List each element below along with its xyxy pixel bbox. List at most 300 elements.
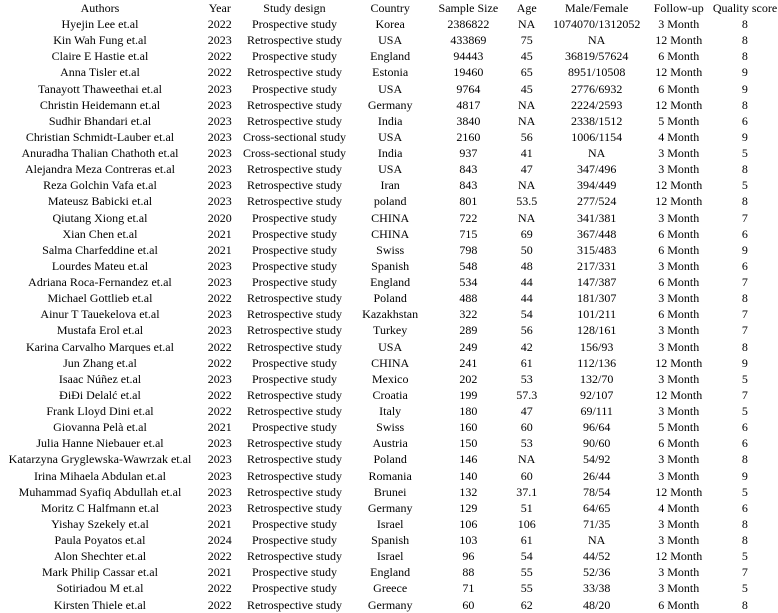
table-cell: 55 bbox=[520, 581, 533, 596]
table-cell: Claire E Hastie et.al bbox=[51, 49, 149, 64]
table-cell: Retrospective study bbox=[246, 162, 342, 177]
table-row bbox=[0, 306, 778, 322]
table-cell: Retrospective study bbox=[246, 404, 342, 419]
table-cell: 54 bbox=[520, 549, 533, 564]
column-header: Follow-up bbox=[653, 1, 704, 15]
table-cell: 180 bbox=[459, 404, 478, 419]
table-cell: 798 bbox=[459, 242, 478, 257]
table-row bbox=[0, 16, 778, 32]
table-cell: 2023 bbox=[207, 452, 232, 467]
table-cell: Spanish bbox=[371, 258, 410, 273]
table-cell: 2023 bbox=[207, 258, 232, 273]
table-cell: Giovanna Pelà et.al bbox=[53, 420, 147, 435]
table-cell: 54 bbox=[520, 307, 533, 322]
table-cell: Prospective study bbox=[251, 242, 337, 257]
table-cell: 3 Month bbox=[658, 291, 700, 306]
table-cell: 722 bbox=[459, 210, 478, 225]
table-cell: Lourdes Mateu et.al bbox=[51, 258, 149, 273]
table-cell: 5 bbox=[741, 371, 748, 386]
table-cell: 2023 bbox=[207, 97, 232, 112]
table-cell: Adriana Roca-Fernandez et.al bbox=[28, 275, 172, 290]
table-cell: 9 bbox=[741, 129, 748, 144]
table-cell: 56 bbox=[520, 323, 533, 338]
table-cell: Moritz C Halfmann et.al bbox=[40, 500, 159, 515]
table-cell: 2024 bbox=[207, 533, 232, 548]
table-cell: 62 bbox=[520, 597, 533, 612]
table-cell: Jun Zhang et.al bbox=[63, 355, 137, 370]
table-cell: 8 bbox=[741, 17, 748, 32]
table-cell: 53 bbox=[520, 436, 533, 451]
table-cell: Turkey bbox=[373, 323, 408, 338]
table-cell: 2023 bbox=[207, 129, 232, 144]
table-cell: 2160 bbox=[456, 129, 481, 144]
table-row bbox=[0, 500, 778, 516]
table-cell: 45 bbox=[520, 81, 533, 96]
table-cell: 106 bbox=[459, 516, 478, 531]
table-cell: 5 Month bbox=[658, 113, 700, 128]
table-cell: 12 Month bbox=[655, 65, 703, 80]
table-cell: 315/483 bbox=[577, 242, 617, 257]
table-cell: 8 bbox=[741, 162, 748, 177]
table-cell: 2022 bbox=[207, 597, 232, 612]
table-cell: CHINA bbox=[371, 226, 410, 241]
table-cell: Retrospective study bbox=[246, 452, 342, 467]
table-cell: Israel bbox=[376, 516, 404, 531]
table-cell: Sotiriadou M et.al bbox=[56, 581, 144, 596]
table-cell: Hyejin Lee et.al bbox=[61, 17, 139, 32]
table-cell: 2023 bbox=[207, 146, 232, 161]
table-cell: Retrospective study bbox=[246, 387, 342, 402]
table-cell: 6 Month bbox=[658, 275, 700, 290]
table-cell: Christin Heidemann et.al bbox=[39, 97, 161, 112]
table-row bbox=[0, 532, 778, 548]
table-row bbox=[0, 161, 778, 177]
table-row bbox=[0, 145, 778, 161]
table-cell: 2023 bbox=[207, 33, 232, 48]
table-cell: 6 Month bbox=[658, 226, 700, 241]
table-cell: 6 Month bbox=[658, 49, 700, 64]
table-cell: Yishay Szekely et.al bbox=[51, 516, 149, 531]
table-cell: 160 bbox=[459, 420, 478, 435]
table-cell: 3 Month bbox=[658, 452, 700, 467]
table-cell: Kazakhstan bbox=[362, 307, 419, 322]
table-cell: Iran bbox=[380, 178, 400, 193]
table-cell: Spanish bbox=[371, 533, 410, 548]
table-cell: Qiutang Xiong et.al bbox=[52, 210, 148, 225]
table-cell: 3 Month bbox=[658, 162, 700, 177]
table-cell: 289 bbox=[459, 323, 478, 338]
table-cell: ĐiĐi Delalć et.al bbox=[59, 387, 141, 402]
table-row bbox=[0, 210, 778, 226]
table-cell: Anna Tisler et.al bbox=[60, 65, 140, 80]
table-row bbox=[0, 242, 778, 258]
table-cell: 2338/1512 bbox=[571, 113, 623, 128]
table-cell: 8 bbox=[741, 533, 748, 548]
table-cell: Julia Hanne Niebauer et.al bbox=[36, 436, 164, 451]
table-cell: 6 Month bbox=[658, 81, 700, 96]
table-cell: Ainur T Tauekelova et.al bbox=[40, 307, 160, 322]
table-cell: Christian Schmidt-Lauber et.al bbox=[25, 129, 175, 144]
table-cell: USA bbox=[378, 162, 403, 177]
table-cell: Italy bbox=[379, 404, 402, 419]
table-cell: 715 bbox=[459, 226, 478, 241]
table-cell: 2021 bbox=[207, 242, 232, 257]
table-cell: 140 bbox=[459, 468, 478, 483]
table-cell: 2021 bbox=[207, 516, 232, 531]
table-cell: Israel bbox=[376, 549, 404, 564]
table-cell: CHINA bbox=[371, 355, 410, 370]
table-row bbox=[0, 113, 778, 129]
table-cell: Sudhir Bhandari et.al bbox=[48, 113, 152, 128]
table-cell: 78/54 bbox=[583, 484, 611, 499]
table-cell: 2022 bbox=[207, 581, 232, 596]
table-cell: 5 Month bbox=[658, 420, 700, 435]
table-cell: 6 bbox=[741, 436, 748, 451]
table-cell: 3 Month bbox=[658, 404, 700, 419]
table-row bbox=[0, 516, 778, 532]
table-cell: Alejandra Meza Contreras et.al bbox=[25, 162, 175, 177]
table-cell: 52/36 bbox=[583, 565, 611, 580]
table-cell: 7 bbox=[741, 210, 748, 225]
table-cell: 5 bbox=[741, 549, 748, 564]
table-row bbox=[0, 226, 778, 242]
table-cell: 42 bbox=[520, 339, 533, 354]
table-cell: Retrospective study bbox=[246, 468, 342, 483]
table-cell: Prospective study bbox=[251, 371, 337, 386]
table-cell: NA bbox=[588, 33, 606, 48]
table-cell: Prospective study bbox=[251, 420, 337, 435]
table-row bbox=[0, 322, 778, 338]
table-cell: 6 bbox=[741, 113, 748, 128]
table-cell: 2021 bbox=[207, 226, 232, 241]
table-cell: 2023 bbox=[207, 178, 232, 193]
table-cell: Karina Carvalho Marques et.al bbox=[26, 339, 174, 354]
table-cell: Prospective study bbox=[251, 355, 337, 370]
table-cell: NA bbox=[518, 178, 536, 193]
table-cell: 1074070/1312052 bbox=[553, 17, 641, 32]
table-cell: 488 bbox=[459, 291, 478, 306]
table-cell: 937 bbox=[459, 146, 478, 161]
table-cell: 9 bbox=[741, 242, 748, 257]
table-cell: 64/65 bbox=[583, 500, 611, 515]
table-cell: Mark Philip Cassar et.al bbox=[41, 565, 158, 580]
table-cell: 3 Month bbox=[658, 17, 700, 32]
table-cell: 6 bbox=[741, 258, 748, 273]
table-row bbox=[0, 258, 778, 274]
table-cell: 3 Month bbox=[658, 581, 700, 596]
table-cell: 55 bbox=[520, 565, 533, 580]
table-cell: Poland bbox=[373, 291, 407, 306]
table-cell: 128/161 bbox=[577, 323, 617, 338]
table-row bbox=[0, 129, 778, 145]
column-header: Country bbox=[370, 1, 410, 15]
table-cell: 54/92 bbox=[583, 452, 611, 467]
table-cell: 2023 bbox=[207, 275, 232, 290]
table-cell: 2023 bbox=[207, 468, 232, 483]
table-cell: Prospective study bbox=[251, 516, 337, 531]
table-cell: 217/331 bbox=[577, 258, 617, 273]
table-cell: 9 bbox=[741, 81, 748, 96]
table-cell: 53 bbox=[520, 371, 533, 386]
table-cell: 6 bbox=[741, 500, 748, 515]
table-cell: 241 bbox=[459, 355, 478, 370]
table-cell: 3 Month bbox=[658, 371, 700, 386]
table-row bbox=[0, 387, 778, 403]
table-cell: 8 bbox=[741, 452, 748, 467]
table-row bbox=[0, 290, 778, 306]
table-cell: Swiss bbox=[376, 420, 405, 435]
table-cell: 8 bbox=[741, 291, 748, 306]
table-cell: 843 bbox=[459, 178, 478, 193]
table-cell: 60 bbox=[520, 420, 533, 435]
table-cell: 3 Month bbox=[658, 146, 700, 161]
table-row bbox=[0, 177, 778, 193]
table-cell: 53.5 bbox=[516, 194, 538, 209]
table-cell: 2023 bbox=[207, 323, 232, 338]
table-row bbox=[0, 564, 778, 580]
table-cell: Prospective study bbox=[251, 49, 337, 64]
table-cell: 2023 bbox=[207, 307, 232, 322]
table-cell: India bbox=[377, 113, 403, 128]
table-cell: Mustafa Erol et.al bbox=[56, 323, 144, 338]
table-cell: 12 Month bbox=[655, 549, 703, 564]
column-header: Study design bbox=[263, 1, 326, 15]
table-cell: 2023 bbox=[207, 436, 232, 451]
table-cell: NA bbox=[518, 97, 536, 112]
table-cell: Retrospective study bbox=[246, 113, 342, 128]
table-cell: 8 bbox=[741, 597, 748, 612]
table-row bbox=[0, 403, 778, 419]
table-row bbox=[0, 48, 778, 64]
table-cell: 2022 bbox=[207, 355, 232, 370]
table-cell: 2022 bbox=[207, 339, 232, 354]
table-cell: 48 bbox=[520, 258, 533, 273]
table-cell: 8 bbox=[741, 194, 748, 209]
table-row bbox=[0, 484, 778, 500]
table-cell: 146 bbox=[459, 452, 478, 467]
table-cell: Alon Shechter et.al bbox=[53, 549, 147, 564]
table-cell: 2023 bbox=[207, 500, 232, 515]
column-header: Sample Size bbox=[438, 1, 499, 15]
table-cell: 347/496 bbox=[577, 162, 617, 177]
table-cell: 2023 bbox=[207, 113, 232, 128]
table-cell: 51 bbox=[520, 500, 533, 515]
table-cell: 50 bbox=[520, 242, 533, 257]
table-cell: 56 bbox=[520, 129, 533, 144]
column-header: Authors bbox=[80, 1, 120, 15]
table-cell: 9764 bbox=[456, 81, 481, 96]
table-cell: Prospective study bbox=[251, 17, 337, 32]
table-cell: 8 bbox=[741, 97, 748, 112]
table-cell: Mexico bbox=[371, 371, 409, 386]
table-cell: Retrospective study bbox=[246, 436, 342, 451]
table-cell: 249 bbox=[459, 339, 478, 354]
table-cell: 12 Month bbox=[655, 355, 703, 370]
table-cell: 48/20 bbox=[583, 597, 611, 612]
table-cell: 202 bbox=[459, 371, 478, 386]
table-cell: Prospective study bbox=[251, 210, 337, 225]
table-cell: 4817 bbox=[456, 97, 481, 112]
table-cell: 2224/2593 bbox=[571, 97, 623, 112]
table-cell: 394/449 bbox=[577, 178, 617, 193]
header-row bbox=[0, 0, 778, 16]
table-cell: 2023 bbox=[207, 81, 232, 96]
table-cell: England bbox=[370, 565, 411, 580]
table-cell: 9 bbox=[741, 468, 748, 483]
table-cell: 33/38 bbox=[583, 581, 611, 596]
table-cell: 60 bbox=[520, 468, 533, 483]
table-cell: 65 bbox=[520, 65, 533, 80]
table-cell: 2022 bbox=[207, 291, 232, 306]
table-cell: 6 bbox=[741, 420, 748, 435]
table-row bbox=[0, 81, 778, 97]
table-cell: India bbox=[377, 146, 403, 161]
table-cell: Xian Chen et.al bbox=[62, 226, 138, 241]
table-cell: Poland bbox=[373, 452, 407, 467]
table-cell: 367/448 bbox=[577, 226, 617, 241]
table-cell: Germany bbox=[367, 97, 413, 112]
table-cell: 6 Month bbox=[658, 436, 700, 451]
table-cell: 75 bbox=[520, 33, 533, 48]
table-cell: 277/524 bbox=[577, 194, 617, 209]
table-cell: 5 bbox=[741, 146, 748, 161]
table-cell: 47 bbox=[520, 162, 533, 177]
table-row bbox=[0, 64, 778, 80]
table-cell: 7 bbox=[741, 387, 748, 402]
table-cell: 36819/57624 bbox=[565, 49, 629, 64]
table-cell: Prospective study bbox=[251, 533, 337, 548]
table-cell: 45 bbox=[520, 49, 533, 64]
table-cell: England bbox=[370, 275, 411, 290]
table-cell: 96/64 bbox=[583, 420, 611, 435]
table-cell: 69/111 bbox=[580, 404, 613, 419]
table-cell: Germany bbox=[367, 597, 413, 612]
table-cell: 4 Month bbox=[658, 129, 700, 144]
table-cell: 12 Month bbox=[655, 33, 703, 48]
table-cell: Retrospective study bbox=[246, 307, 342, 322]
table-cell: 2776/6932 bbox=[571, 81, 623, 96]
table-cell: Retrospective study bbox=[246, 597, 342, 612]
table-cell: 103 bbox=[459, 533, 478, 548]
table-cell: Retrospective study bbox=[246, 97, 342, 112]
table-cell: 5 bbox=[741, 178, 748, 193]
table-cell: USA bbox=[378, 33, 403, 48]
table-row bbox=[0, 580, 778, 596]
table-cell: Prospective study bbox=[251, 565, 337, 580]
table-cell: Irina Mihaela Abdulan et.al bbox=[34, 468, 166, 483]
table-cell: Retrospective study bbox=[246, 291, 342, 306]
table-cell: 12 Month bbox=[655, 178, 703, 193]
table-row bbox=[0, 193, 778, 209]
table-cell: 44/52 bbox=[583, 549, 611, 564]
table-cell: Mateusz Babicki et.al bbox=[47, 194, 153, 209]
column-header: Male/Female bbox=[565, 1, 629, 15]
table-cell: NA bbox=[518, 113, 536, 128]
table-cell: 6 bbox=[741, 226, 748, 241]
table-cell: Tanayott Thaweethai et.al bbox=[38, 81, 162, 96]
table-row bbox=[0, 435, 778, 451]
table-cell: 9 bbox=[741, 65, 748, 80]
table-cell: 2023 bbox=[207, 162, 232, 177]
table-row bbox=[0, 468, 778, 484]
table-cell: 94443 bbox=[453, 49, 484, 64]
table-cell: 147/387 bbox=[577, 275, 617, 290]
table-cell: 61 bbox=[520, 355, 533, 370]
table-cell: 88 bbox=[462, 565, 475, 580]
table-row bbox=[0, 97, 778, 113]
table-cell: 60 bbox=[462, 597, 475, 612]
table-cell: 3 Month bbox=[658, 516, 700, 531]
table-cell: USA bbox=[378, 339, 403, 354]
table-cell: Muhammad Syafiq Abdullah et.al bbox=[18, 484, 182, 499]
table-cell: Prospective study bbox=[251, 275, 337, 290]
table-cell: Greece bbox=[373, 581, 408, 596]
table-cell: 7 bbox=[741, 323, 748, 338]
table-cell: 129 bbox=[459, 500, 478, 515]
table-cell: 71/35 bbox=[583, 516, 611, 531]
table-cell: 7 bbox=[741, 307, 748, 322]
table-cell: 801 bbox=[459, 194, 478, 209]
table-cell: 112/136 bbox=[577, 355, 617, 370]
table-cell: Prospective study bbox=[251, 258, 337, 273]
table-cell: CHINA bbox=[371, 210, 410, 225]
table-cell: Retrospective study bbox=[246, 549, 342, 564]
table-cell: 199 bbox=[459, 387, 478, 402]
table-cell: NA bbox=[518, 452, 536, 467]
table-cell: 843 bbox=[459, 162, 478, 177]
table-cell: Swiss bbox=[376, 242, 405, 257]
table-cell: Cross-sectional study bbox=[242, 146, 346, 161]
table-cell: 2386822 bbox=[447, 17, 490, 32]
table-cell: 4 Month bbox=[658, 500, 700, 515]
table-cell: 3 Month bbox=[658, 565, 700, 580]
table-cell: Retrospective study bbox=[246, 194, 342, 209]
table-cell: 3840 bbox=[456, 113, 481, 128]
table-body bbox=[0, 16, 778, 613]
column-header: Age bbox=[516, 1, 537, 15]
table-cell: 2021 bbox=[207, 420, 232, 435]
table-cell: 96 bbox=[462, 549, 475, 564]
table-cell: NA bbox=[518, 210, 536, 225]
table-cell: 8951/10508 bbox=[568, 65, 626, 80]
table-cell: Prospective study bbox=[251, 581, 337, 596]
table-cell: Retrospective study bbox=[246, 178, 342, 193]
table-row bbox=[0, 339, 778, 355]
table-cell: 534 bbox=[459, 275, 478, 290]
table-row bbox=[0, 274, 778, 290]
table-cell: 90/60 bbox=[583, 436, 611, 451]
table-cell: 5 bbox=[741, 581, 748, 596]
table-cell: 132 bbox=[459, 484, 478, 499]
table-cell: 3 Month bbox=[658, 323, 700, 338]
table-cell: 2022 bbox=[207, 404, 232, 419]
table-cell: 2022 bbox=[207, 549, 232, 564]
table-cell: 61 bbox=[520, 533, 533, 548]
table-cell: Retrospective study bbox=[246, 339, 342, 354]
table-cell: 8 bbox=[741, 33, 748, 48]
table-cell: 44 bbox=[520, 291, 533, 306]
table-cell: 37.1 bbox=[516, 484, 538, 499]
table-cell: 41 bbox=[520, 146, 533, 161]
table-cell: Paula Poyatos et.al bbox=[54, 533, 146, 548]
table-cell: 1006/1154 bbox=[571, 129, 623, 144]
table-cell: 2023 bbox=[207, 484, 232, 499]
table-cell: NA bbox=[518, 17, 536, 32]
table-cell: Cross-sectional study bbox=[242, 129, 346, 144]
table-cell: 156/93 bbox=[580, 339, 614, 354]
table-cell: 2023 bbox=[207, 371, 232, 386]
table-cell: 3 Month bbox=[658, 258, 700, 273]
